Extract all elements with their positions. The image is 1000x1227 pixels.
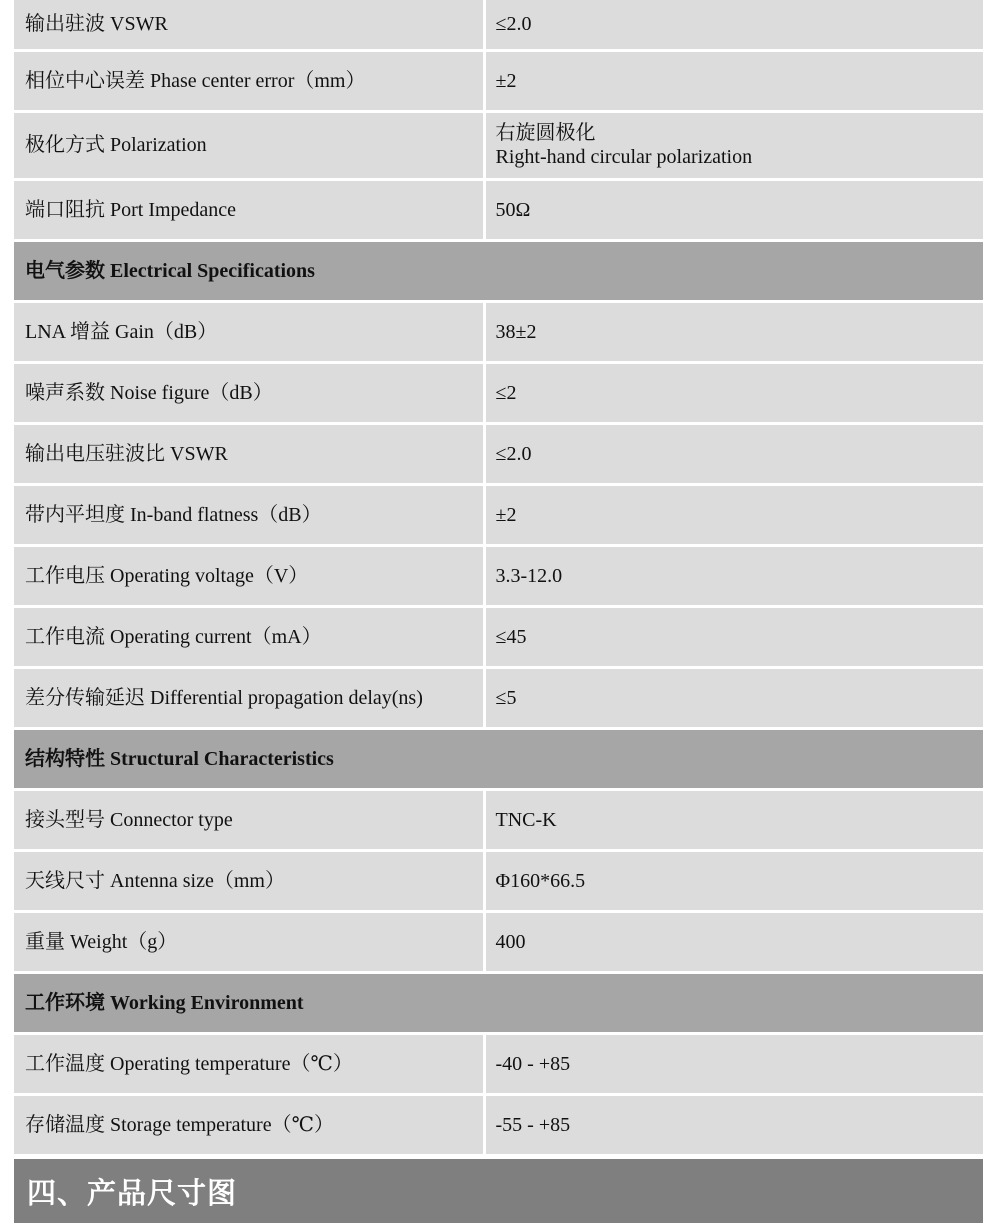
spec-value: ≤5: [484, 667, 983, 728]
spec-label: 输出电压驻波比 VSWR: [14, 423, 484, 484]
section-title: 工作环境 Working Environment: [14, 972, 983, 1033]
table-row: [14, 111, 983, 179]
section-header-electrical: [14, 240, 983, 301]
spec-value: ±2: [484, 50, 983, 111]
spec-value: TNC-K: [484, 789, 983, 850]
table-row: [14, 1094, 983, 1155]
spec-table: [14, 0, 983, 1157]
spec-label: 接头型号 Connector type: [14, 789, 484, 850]
spec-value-line-en: Right-hand circular polarization: [495, 146, 753, 168]
table-row: [14, 179, 983, 240]
spec-value: ≤2.0: [484, 423, 983, 484]
spec-value: -40 - +85: [484, 1033, 983, 1094]
spec-label: 差分传输延迟 Differential propagation delay(ns): [14, 667, 484, 728]
spec-label: 输出驻波 VSWR: [14, 0, 484, 50]
section-banner: [14, 1159, 983, 1223]
table-row: [14, 545, 983, 606]
spec-value: -55 - +85: [484, 1094, 983, 1155]
table-row: [14, 1033, 983, 1094]
table-row: [14, 667, 983, 728]
spec-label: 天线尺寸 Antenna size（mm）: [14, 850, 484, 911]
banner-title: 四、产品尺寸图: [27, 1175, 238, 1210]
spec-value: 400: [484, 911, 983, 972]
table-row: [14, 50, 983, 111]
table-row: [14, 911, 983, 972]
spec-label: 工作电压 Operating voltage（V）: [14, 545, 484, 606]
section-title: 电气参数 Electrical Specifications: [14, 240, 983, 301]
spec-label: LNA 增益 Gain（dB）: [14, 301, 484, 362]
spec-label: 带内平坦度 In-band flatness（dB）: [14, 484, 484, 545]
spec-label: 存储温度 Storage temperature（℃）: [14, 1094, 484, 1155]
spec-value: ≤2: [484, 362, 983, 423]
table-row: [14, 362, 983, 423]
spec-value: 50Ω: [484, 179, 983, 240]
spec-label: 工作电流 Operating current（mA）: [14, 606, 484, 667]
spec-value: ±2: [484, 484, 983, 545]
table-row: [14, 484, 983, 545]
section-title: 结构特性 Structural Characteristics: [14, 728, 983, 789]
spec-value-line-cn: 右旋圆极化: [495, 122, 596, 144]
spec-value: ≤45: [484, 606, 983, 667]
table-row: [14, 301, 983, 362]
spec-value: ≤2.0: [484, 0, 983, 50]
table-row: [14, 606, 983, 667]
spec-label: 端口阻抗 Port Impedance: [14, 179, 484, 240]
spec-label: 相位中心误差 Phase center error（mm）: [14, 50, 484, 111]
spec-label: 极化方式 Polarization: [14, 111, 484, 179]
spec-label: 工作温度 Operating temperature（℃）: [14, 1033, 484, 1094]
table-row: [14, 789, 983, 850]
table-row: [14, 0, 983, 50]
spec-value: 3.3-12.0: [484, 545, 983, 606]
section-header-structural: [14, 728, 983, 789]
table-row: [14, 850, 983, 911]
spec-value: [484, 111, 983, 179]
table-row: [14, 423, 983, 484]
spec-value: Φ160*66.5: [484, 850, 983, 911]
spec-label: 噪声系数 Noise figure（dB）: [14, 362, 484, 423]
section-header-environment: [14, 972, 983, 1033]
spec-label: 重量 Weight（g）: [14, 911, 484, 972]
spec-value: 38±2: [484, 301, 983, 362]
